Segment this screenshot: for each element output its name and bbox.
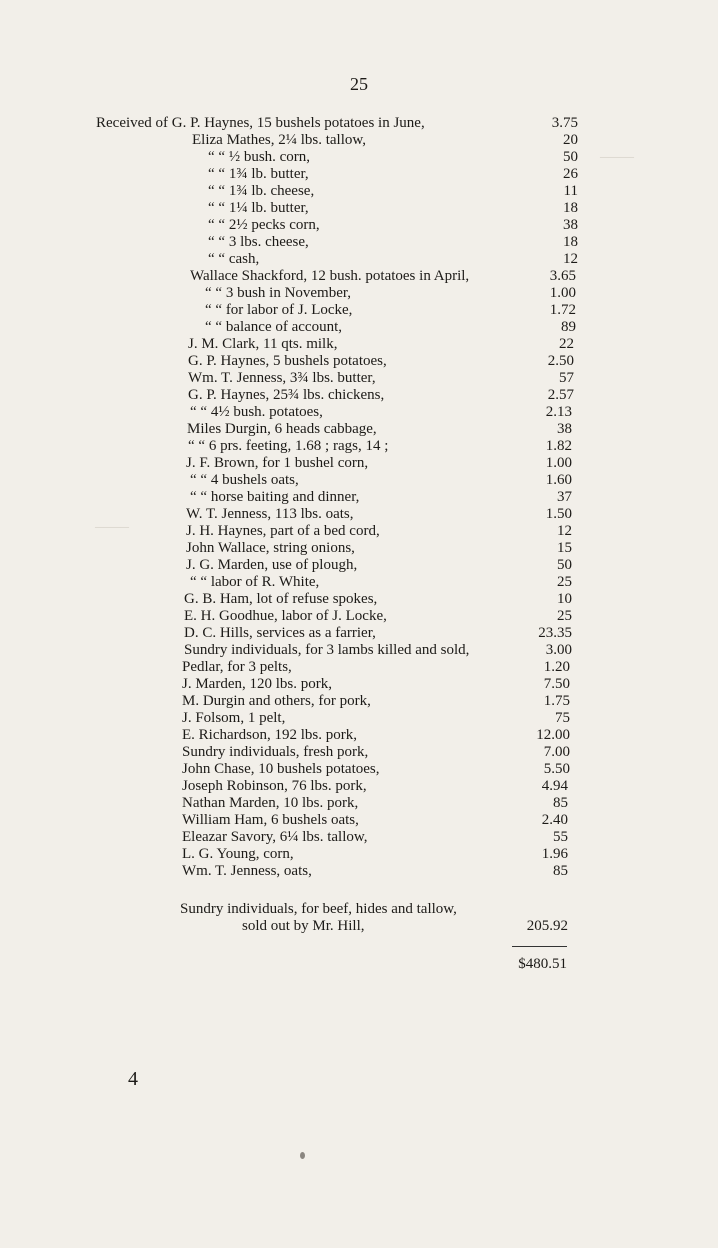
entry-description: M. Durgin and others, for pork, (182, 693, 371, 709)
entry-description: J. H. Haynes, part of a bed cord, (186, 523, 380, 539)
entry-amount: 2.50 (547, 353, 574, 369)
entry-description: sold out by Mr. Hill, (242, 918, 365, 934)
ledger-total: $480.51 (518, 956, 567, 972)
entry-amount: 1.96 (541, 846, 568, 862)
entry-description: Eleazar Savory, 6¼ lbs. tallow, (182, 829, 368, 845)
entry-amount: 1.20 (543, 659, 570, 675)
ledger-entry (0, 267, 718, 285)
ledger-entry (0, 760, 718, 778)
entry-amount: 4.94 (541, 778, 568, 794)
entry-amount: 23.35 (538, 625, 572, 641)
entry-amount: 7.50 (543, 676, 570, 692)
entry-description: E. Richardson, 192 lbs. pork, (182, 727, 357, 743)
entry-description: “ “ horse baiting and dinner, (190, 489, 360, 505)
entry-amount: 75 (555, 710, 570, 726)
entry-amount: 57 (559, 370, 574, 386)
entry-description: L. G. Young, corn, (182, 846, 294, 862)
entry-amount: 11 (563, 183, 578, 199)
ledger-entry (0, 284, 718, 302)
entry-description: Sundry individuals, fresh pork, (182, 744, 369, 760)
entry-description: G. P. Haynes, 25¾ lbs. chickens, (188, 387, 385, 403)
entry-description: “ “ 1¾ lb. butter, (208, 166, 309, 182)
ledger-entry (0, 675, 718, 693)
entry-description: “ “ 2½ pecks corn, (208, 217, 320, 233)
ledger-entry (0, 692, 718, 710)
ledger-entry (0, 811, 718, 829)
entry-description: “ “ labor of R. White, (190, 574, 320, 590)
entry-description: J. M. Clark, 11 qts. milk, (188, 336, 338, 352)
entry-description: J. F. Brown, for 1 bushel corn, (186, 455, 369, 471)
entry-amount: 18 (563, 200, 578, 216)
entry-description: “ “ balance of account, (205, 319, 342, 335)
entry-amount: 10 (557, 591, 572, 607)
ledger-entry (0, 471, 718, 489)
entry-description: Sundry individuals, for beef, hides and tallow, (180, 901, 457, 917)
entry-amount: 2.13 (545, 404, 572, 420)
entry-amount: 3.00 (545, 642, 572, 658)
entry-amount: 2.57 (547, 387, 574, 403)
entry-description: “ “ 1¾ lb. cheese, (208, 183, 315, 199)
ledger-entry (0, 641, 718, 659)
entry-description: “ “ cash, (208, 251, 260, 267)
ledger-entry (0, 250, 718, 268)
ledger-entry (0, 539, 718, 557)
entry-amount: 1.60 (545, 472, 572, 488)
ledger-entry (0, 233, 718, 251)
ledger-entry (0, 114, 718, 132)
entry-amount: 50 (557, 557, 572, 573)
entry-amount: 22 (559, 336, 574, 352)
entry-amount: 26 (563, 166, 578, 182)
entry-amount: 38 (563, 217, 578, 233)
entry-description: “ “ 4½ bush. potatoes, (190, 404, 323, 420)
ledger-entry (0, 794, 718, 812)
bleed-through-decoration: ──── (95, 520, 130, 534)
entry-amount: 2.40 (541, 812, 568, 828)
ledger-entry (0, 900, 718, 918)
entry-amount: 1.00 (549, 285, 576, 301)
entry-amount: 7.00 (543, 744, 570, 760)
ledger-entry (0, 216, 718, 234)
ledger-entry (0, 505, 718, 523)
ledger-entry (0, 199, 718, 217)
entry-description: John Wallace, string onions, (186, 540, 355, 556)
entry-amount: 12 (563, 251, 578, 267)
ledger-entry (0, 917, 718, 935)
entry-description: William Ham, 6 bushels oats, (182, 812, 359, 828)
entry-description: Received of G. P. Haynes, 15 bushels potatoes in June, (96, 115, 425, 131)
ledger-entry (0, 624, 718, 642)
ledger-entry (0, 318, 718, 336)
entry-amount: 3.65 (549, 268, 576, 284)
entry-description: E. H. Goodhue, labor of J. Locke, (184, 608, 387, 624)
entry-description: John Chase, 10 bushels potatoes, (182, 761, 380, 777)
ledger-entry (0, 420, 718, 438)
entry-description: G. P. Haynes, 5 bushels potatoes, (188, 353, 387, 369)
ledger-entry (0, 556, 718, 574)
entry-description: “ “ ½ bush. corn, (208, 149, 311, 165)
entry-amount: 18 (563, 234, 578, 250)
ledger-entry (0, 726, 718, 744)
entry-amount: 15 (557, 540, 572, 556)
entry-description: J. Folsom, 1 pelt, (182, 710, 286, 726)
entry-description: Wm. T. Jenness, oats, (182, 863, 312, 879)
entry-description: “ “ for labor of J. Locke, (205, 302, 353, 318)
ledger-entry (0, 590, 718, 608)
entry-amount: 12.00 (536, 727, 570, 743)
entry-description: Joseph Robinson, 76 lbs. pork, (182, 778, 367, 794)
entry-amount: 205.92 (526, 918, 568, 934)
entry-amount: 12 (557, 523, 572, 539)
entry-description: W. T. Jenness, 113 lbs. oats, (186, 506, 354, 522)
entry-amount: 1.75 (543, 693, 570, 709)
entry-amount: 85 (553, 863, 568, 879)
ledger-entry (0, 182, 718, 200)
ledger-entry (0, 573, 718, 591)
entry-description: Wallace Shackford, 12 bush. potatoes in April, (190, 268, 470, 284)
entry-description: Nathan Marden, 10 lbs. pork, (182, 795, 359, 811)
entry-amount: 1.50 (545, 506, 572, 522)
entry-description: G. B. Ham, lot of refuse spokes, (184, 591, 378, 607)
entry-description: D. C. Hills, services as a farrier, (184, 625, 376, 641)
entry-description: “ “ 1¼ lb. butter, (208, 200, 309, 216)
entry-amount: 1.00 (545, 455, 572, 471)
entry-description: Wm. T. Jenness, 3¾ lbs. butter, (188, 370, 376, 386)
entry-amount: 25 (557, 608, 572, 624)
entry-amount: 1.82 (545, 438, 572, 454)
ledger-entry (0, 454, 718, 472)
ledger-entry (0, 148, 718, 166)
ledger-entry (0, 352, 718, 370)
ledger-entry (0, 369, 718, 387)
entry-amount: 89 (561, 319, 576, 335)
entry-amount: 1.72 (549, 302, 576, 318)
entry-amount: 37 (557, 489, 572, 505)
ledger-entry (0, 658, 718, 676)
ledger-entry (0, 301, 718, 319)
ledger-entry (0, 386, 718, 404)
entry-amount: 25 (557, 574, 572, 590)
entry-description: “ “ 3 bush in November, (205, 285, 352, 301)
ledger-entry (0, 403, 718, 421)
ledger-entry (0, 607, 718, 625)
ledger-entry (0, 777, 718, 795)
entry-description: Sundry individuals, for 3 lambs killed and sold, (184, 642, 470, 658)
ledger-entry (0, 522, 718, 540)
ink-spot (300, 1152, 305, 1159)
entry-description: Pedlar, for 3 pelts, (182, 659, 292, 675)
entry-amount: 38 (557, 421, 572, 437)
ledger-entry (0, 165, 718, 183)
ledger-entry (0, 743, 718, 761)
entry-description: “ “ 3 lbs. cheese, (208, 234, 309, 250)
entry-amount: 5.50 (543, 761, 570, 777)
entry-amount: 85 (553, 795, 568, 811)
entry-description: “ “ 6 prs. feeting, 1.68 ; rags, 14 ; (188, 438, 389, 454)
total-rule (512, 946, 567, 947)
entry-description: Eliza Mathes, 2¼ lbs. tallow, (192, 132, 366, 148)
page-number: 25 (350, 74, 368, 94)
entry-description: J. Marden, 120 lbs. pork, (182, 676, 332, 692)
ledger-entry (0, 862, 718, 880)
bleed-through-decoration: ──── (600, 150, 635, 164)
ledger-entry (0, 709, 718, 727)
entry-description: J. G. Marden, use of plough, (186, 557, 358, 573)
entry-amount: 55 (553, 829, 568, 845)
ledger-entry (0, 335, 718, 353)
ledger-entry (0, 131, 718, 149)
ledger-entry (0, 828, 718, 846)
footer-mark: 4 (128, 1068, 138, 1090)
ledger-entry (0, 488, 718, 506)
entry-amount: 3.75 (551, 115, 578, 131)
entry-description: “ “ 4 bushels oats, (190, 472, 299, 488)
entry-description: Miles Durgin, 6 heads cabbage, (187, 421, 377, 437)
entry-amount: 20 (563, 132, 578, 148)
ledger-entry (0, 845, 718, 863)
ledger-entry (0, 437, 718, 455)
entry-amount: 50 (563, 149, 578, 165)
